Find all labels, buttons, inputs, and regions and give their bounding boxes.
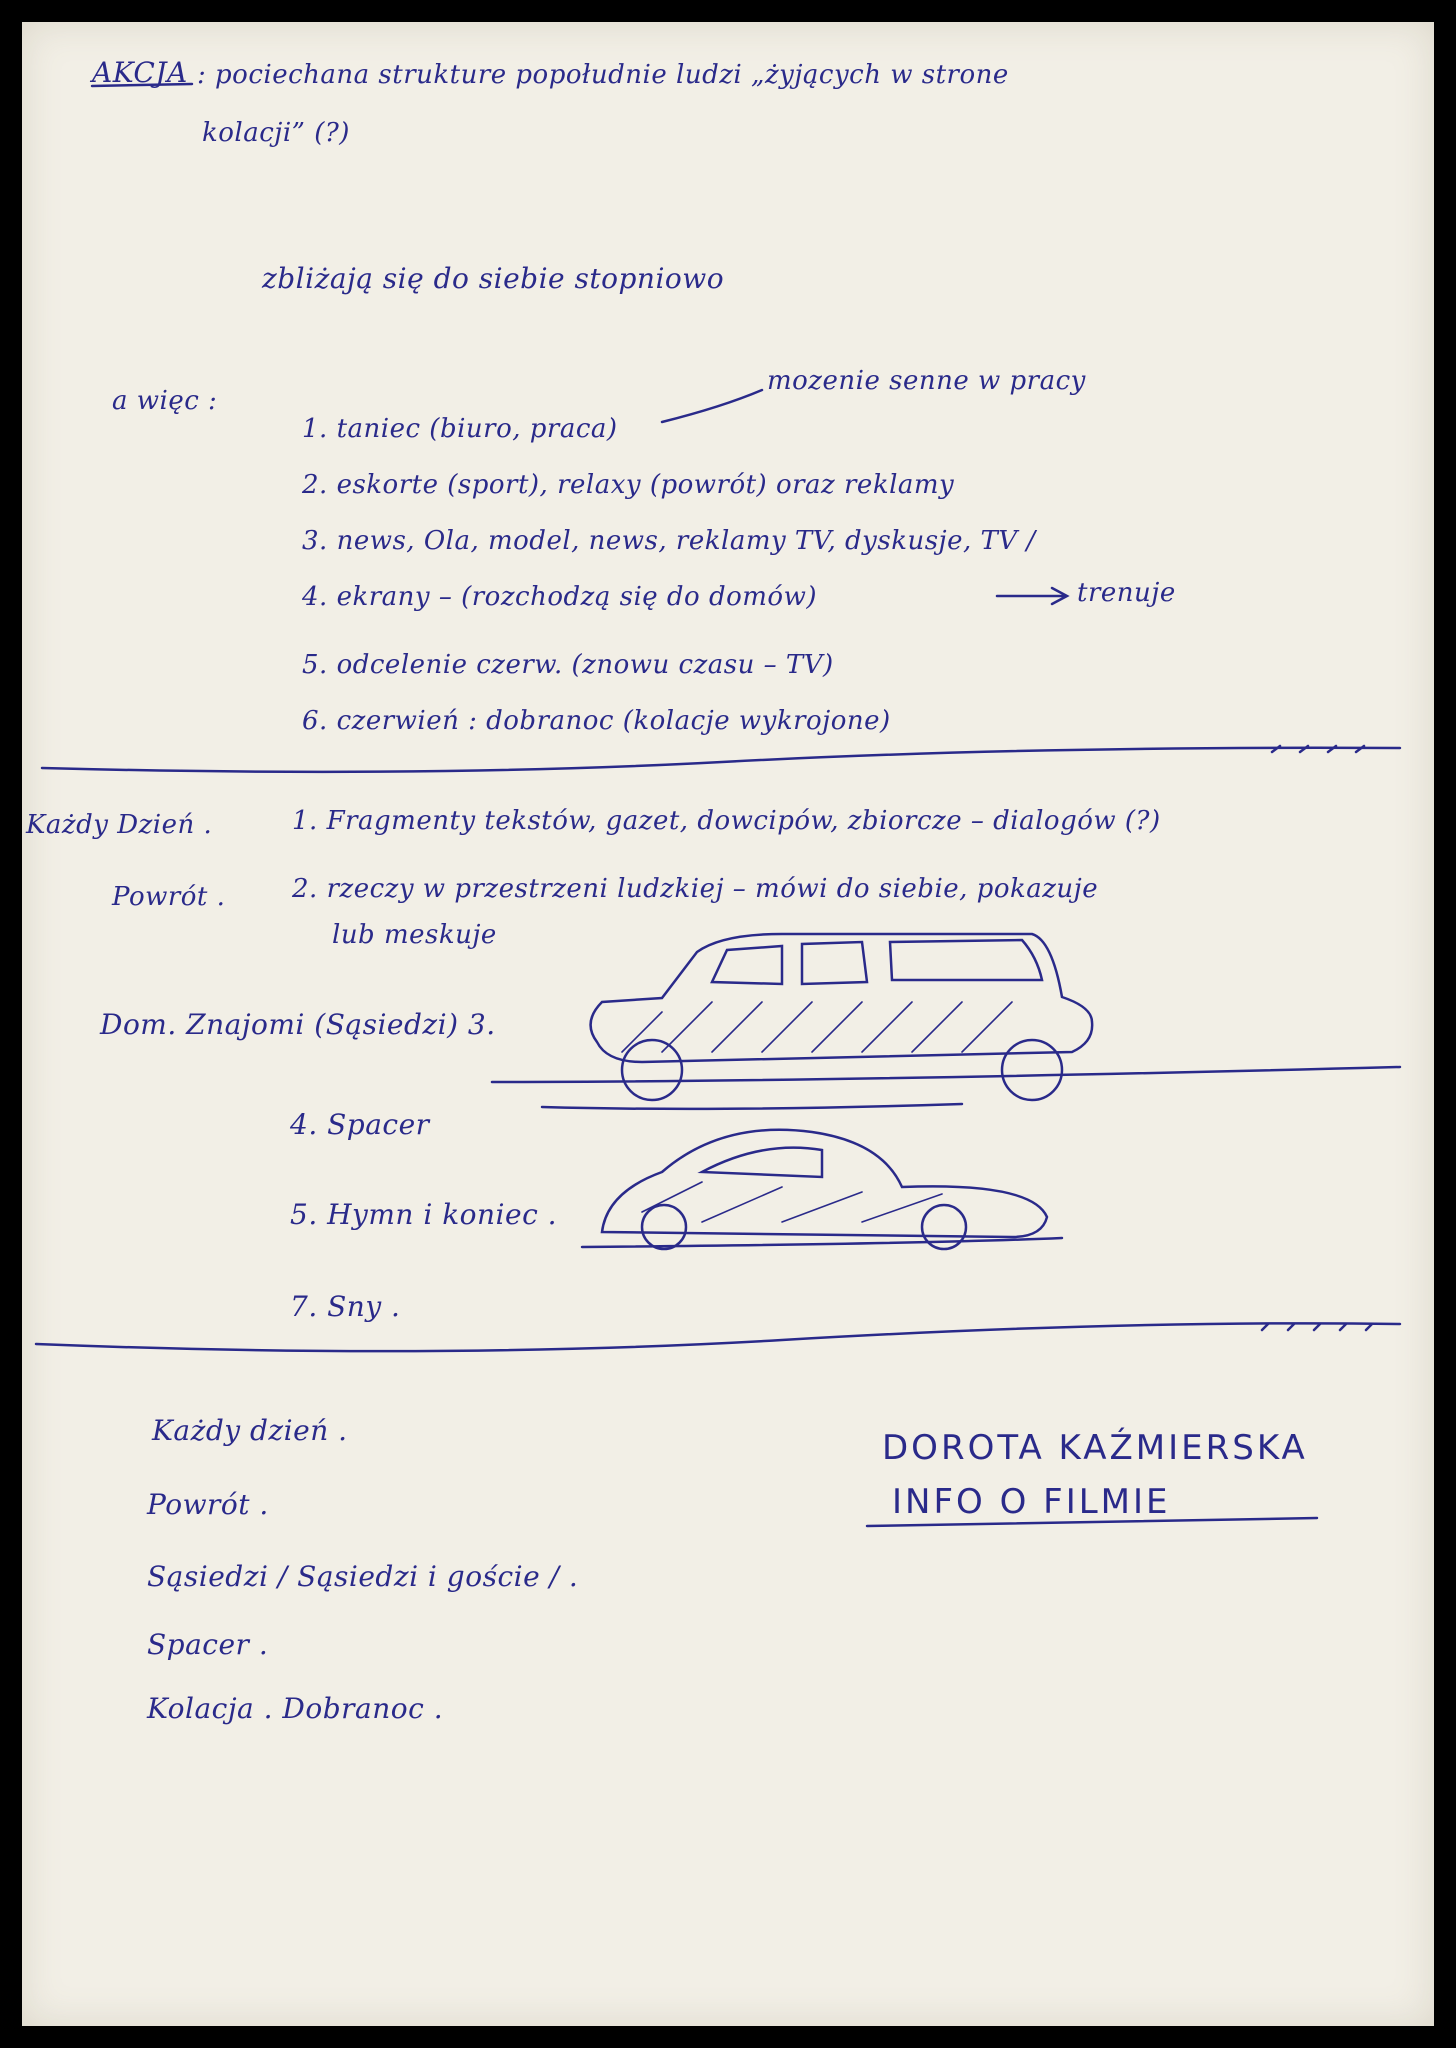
author-name: DOROTA KAŹMIERSKA [882, 1428, 1308, 1468]
footer-item: Kolacja . Dobranoc . [147, 1692, 444, 1725]
footer-item: Powrót . [147, 1488, 269, 1521]
section2-item: 2. rzeczy w przestrzeni ludzkiej – mówi do siebie, pokazuje [292, 874, 1099, 904]
akcja-label: AKCJA [92, 56, 188, 89]
section2-label-2: Powrót . [112, 882, 226, 912]
header-line-2: kolacji” (?) [202, 118, 350, 148]
list1-item: 4. ekrany – (rozchodzą się do domów) [302, 582, 817, 612]
section2-item: 1. Fragmenty tekstów, gazet, dowcipów, zbiorcze – dialogów (?) [292, 806, 1161, 836]
divider-2 [36, 1323, 1400, 1351]
list1-item: 5. odcelenie czerw. (znowu czasu – TV) [302, 650, 834, 680]
divider-2-marks [1262, 1324, 1372, 1330]
trenuje-arrow [997, 588, 1067, 604]
car-sketch-1 [492, 934, 1400, 1109]
section3-item: 4. Spacer [290, 1108, 430, 1141]
footer-item: Sąsiedzi / Sąsiedzi i goście / . [147, 1560, 579, 1593]
footer-item: Każdy dzień . [152, 1414, 348, 1447]
footer-item: Spacer . [147, 1628, 269, 1661]
list1-item: 1. taniec (biuro, praca) [302, 414, 618, 444]
car-sketch-2 [582, 1130, 1062, 1249]
annotation-arrow [662, 390, 762, 422]
header-line-1: : pociechana strukture popołudnie ludzi „żyjących w strone [197, 60, 1009, 90]
section2-label-1: Każdy Dzień . [26, 810, 213, 840]
list1-item: 2. eskorte (sport), relaxy (powrót) oraz reklamy [302, 470, 955, 500]
subtitle: zbliżają się do siebie stopniowo [262, 262, 725, 295]
section2-item: lub meskuje [332, 920, 497, 950]
section3-item: 5. Hymn i koniec . [290, 1198, 558, 1231]
manuscript-page [22, 22, 1434, 2026]
section3-item: 7. Sny . [290, 1290, 401, 1323]
divider-1 [42, 748, 1400, 772]
intro-text: a więc : [112, 386, 218, 416]
list1-item: 6. czerwień : dobranoc (kolacje wykrojone) [302, 706, 891, 736]
trenuje-note: trenuje [1077, 578, 1176, 608]
document-title: INFO O FILMIE [892, 1482, 1171, 1522]
list1-item: 3. news, Ola, model, news, reklamy TV, dyskusje, TV / [302, 526, 1036, 556]
annotation-top: mozenie senne w pracy [767, 366, 1086, 396]
section3-label: Dom. Znajomi (Sąsiedzi) 3. [100, 1008, 496, 1041]
